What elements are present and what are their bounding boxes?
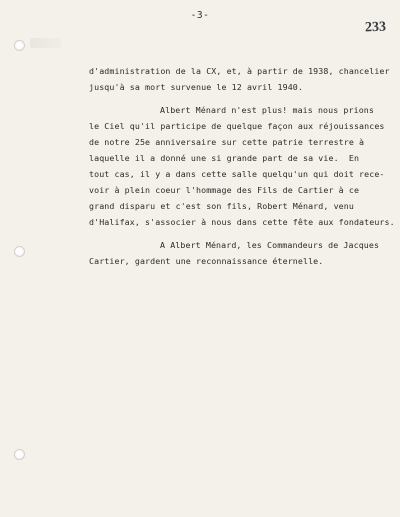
text-line: d'Halifax, s'associer à nous dans cette fête aux fondateurs. [89, 217, 395, 227]
handwritten-folio-number: 233 [364, 19, 387, 36]
text-line: grand disparu et c'est son fils, Robert Ménard, venu [89, 201, 354, 211]
binder-hole [14, 246, 25, 257]
text-line: Cartier, gardent une reconnaissance éternelle. [89, 256, 324, 266]
page-number: -3- [190, 10, 210, 21]
text-line: voir à plein coeur l'hommage des Fils de Cartier à ce [89, 185, 360, 195]
text-line: laquelle il a donné une si grande part de sa vie. En [89, 153, 360, 163]
text-line: jusqu'à sa mort survenue le 12 avril 1940. [89, 82, 303, 92]
binder-hole [14, 40, 25, 51]
text-line: d'administration de la CX, et, à partir de 1938, chancelier [89, 66, 390, 76]
faint-stamp-mark [30, 38, 62, 48]
text-line: le Ciel qu'il participe de quelque façon aux réjouissances [89, 121, 385, 131]
text-line: A Albert Ménard, les Commandeurs de Jacques [160, 240, 380, 250]
text-line: de notre 25e anniversaire sur cette patrie terrestre à [89, 137, 365, 147]
binder-hole [14, 449, 25, 460]
text-line: Albert Ménard n'est plus! mais nous prions [160, 105, 374, 115]
text-line: tout cas, il y a dans cette salle quelqu'un qui doit rece- [89, 169, 385, 179]
